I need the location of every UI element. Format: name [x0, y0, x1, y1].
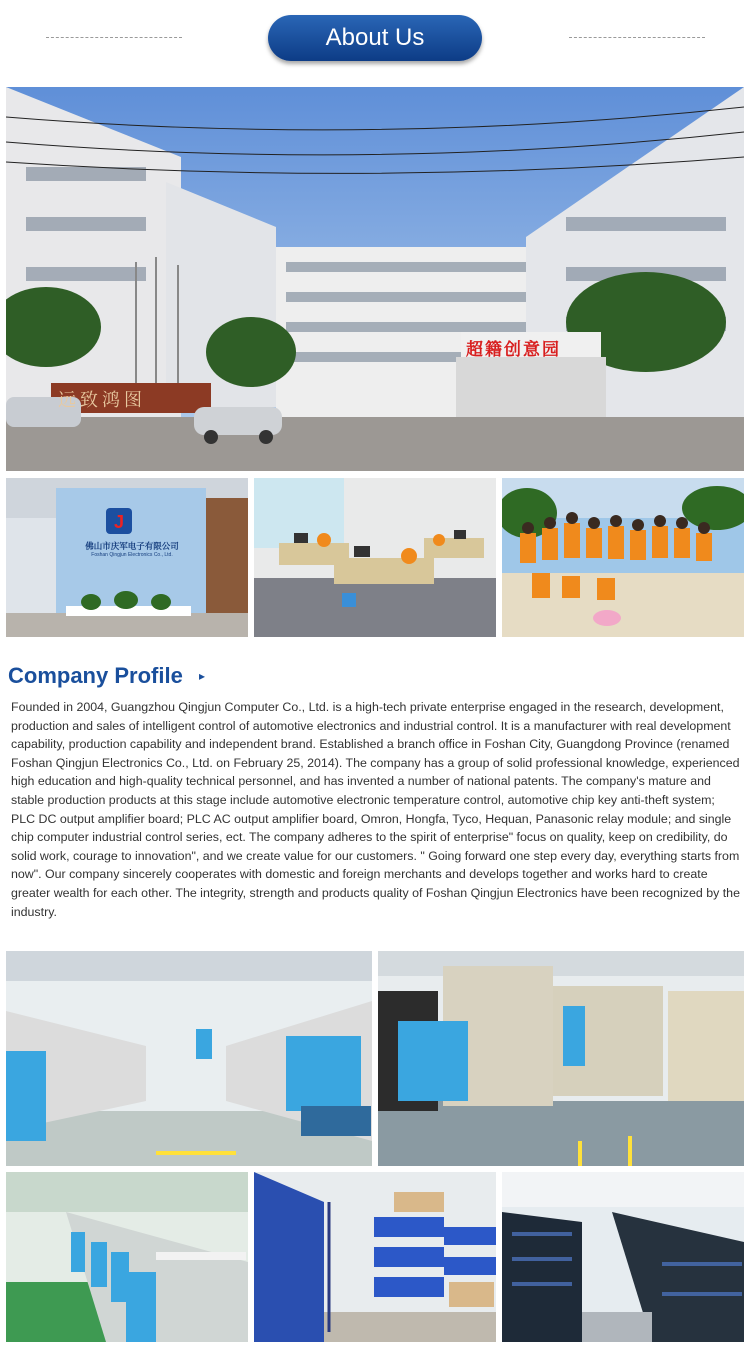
- company-profile-text: Founded in 2004, Guangzhou Qingjun Computer Co., Ltd. is a high-tech private enterprise engaged in the research, development, production and sales of intelligent control of automotive electronics and industrial control. It is a manufacturer with real development capability, production capability and independent brand. Established a branch office in Foshan City, Guangdong Province (renamed Foshan Qingjun Electronics Co., Ltd. on February 25, 2014). The company has a group of solid professional knowledge, experienced high education and high-quality technical personnel, and has invented a number of national patents. The company's mature and stable production products at this stage include automotive electronic temperature control, automotive chip key anti-theft system; PLC DC output amplifier board; PLC AC output amplifier board, Omron, Hongfa, Tyco, Hequan, Panasonic relay module; and single chip computer industrial control series, ect. The company adheres to the spirit of enterprise" focus on quality, keep on credibility, do solid work, courage to innovation", and we create value for our customers. " Going forward one step every day, everything starts from now". Our company sincerely cooperates with domestic and foreign merchants and develops together and works hard to create greater wealth for each other. The integrity, strength and products quality of Foshan Qingjun Electronics have been recognized by the industry.: [11, 700, 740, 919]
- office-reception-photo: [6, 478, 248, 637]
- left-dashed-divider: [46, 37, 182, 38]
- arrow-icon: ▸: [199, 669, 206, 683]
- office-workspace-photo: [254, 478, 496, 637]
- svg-text:J: J: [113, 512, 125, 532]
- building-sign: 超籍创意园: [466, 340, 561, 360]
- about-us-heading: About Us: [268, 15, 482, 61]
- product-testing-racks-photo: [502, 1172, 744, 1342]
- assembly-line-photo: [6, 1172, 248, 1342]
- logo-english-name: Foshan Qingjun Electronics Co., Ltd.: [91, 552, 173, 558]
- production-line-photo: [6, 951, 372, 1166]
- right-dashed-divider: [569, 37, 705, 38]
- smt-machine-photo: [378, 951, 744, 1166]
- wall-sign: 远致鸿图: [58, 390, 146, 411]
- page-header: [0, 0, 750, 80]
- logo-chinese-name: 佛山市庆军电子有限公司: [85, 542, 179, 552]
- warehouse-shelves-photo: [254, 1172, 496, 1342]
- team-group-photo: [502, 478, 744, 637]
- factory-building-photo: [6, 87, 744, 471]
- company-profile-title: Company Profile: [8, 663, 183, 688]
